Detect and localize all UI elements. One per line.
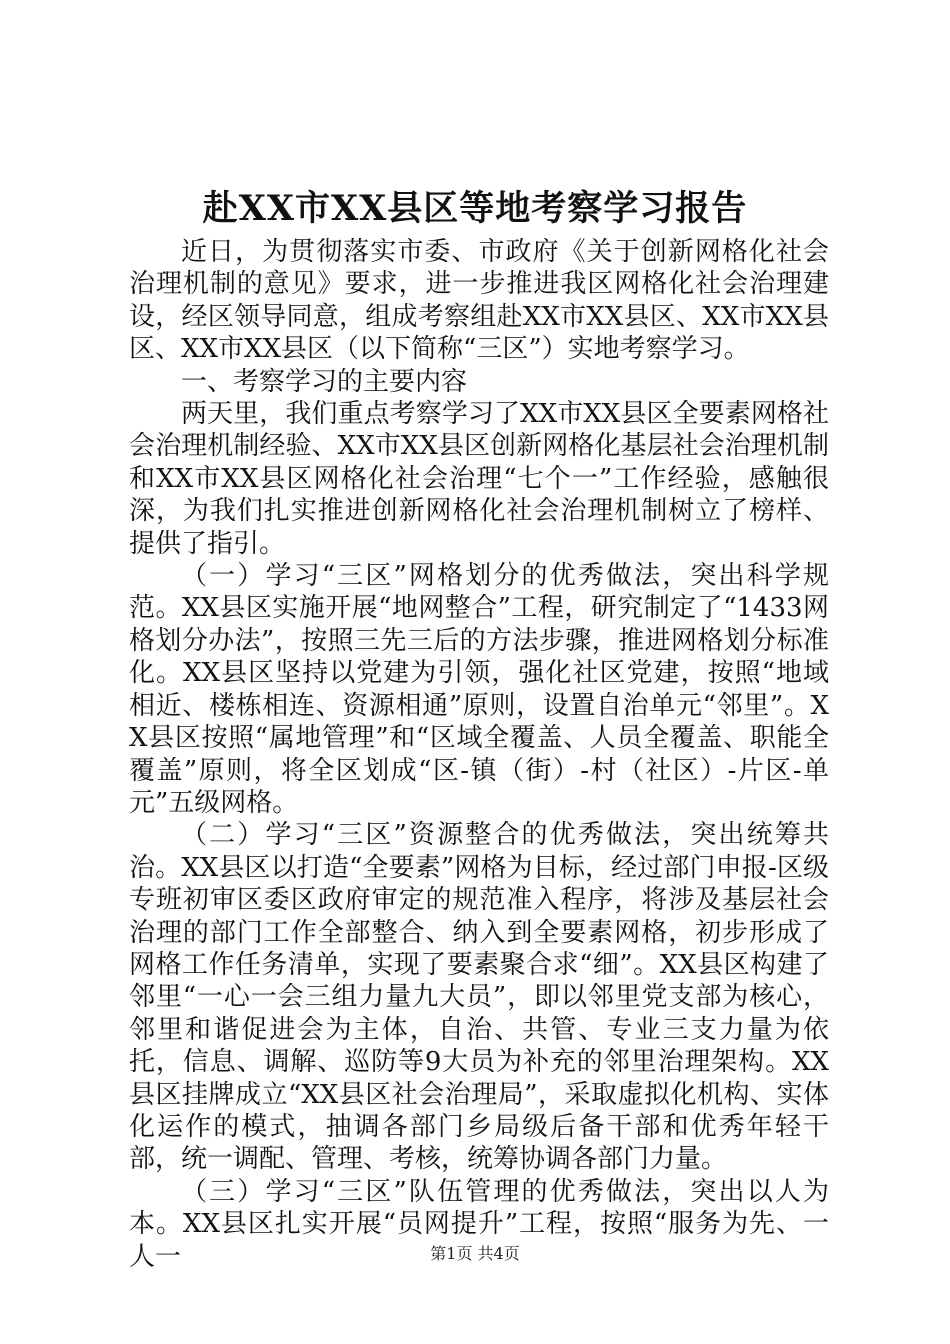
- page-footer: 第1页 共4页: [430, 1244, 520, 1263]
- team-management-paragraph: （三）学习“三区”队伍管理的优秀做法，突出以人为本。XX县区扎实开展“员网提升”工程，按照“服务为先、一人一: [129, 1176, 829, 1272]
- document-title: 赴XX市XX县区等地考察学习报告: [202, 188, 748, 229]
- overview-paragraph: 两天里，我们重点考察学习了XX市XX县区全要素网格社会治理机制经验、XX市XX县区创新网格化基层社会治理机制和XX市XX县区网格化社会治理“七个一”工作经验，感触很深，为我们扎实推进创新网格化社会治理机制树立了榜样、提供了指引。: [129, 399, 829, 559]
- document-body: [129, 236, 829, 1273]
- section-heading: 一、考察学习的主要内容: [181, 366, 468, 397]
- grid-division-paragraph: （一）学习“三区”网格划分的优秀做法，突出科学规范。XX县区实施开展“地网整合”工程，研究制定了“1433网格划分办法”，按照三先三后的方法步骤，推进网格划分标准化。XX县区坚持以党建为引领，强化社区党建，按照“地域相近、楼栋相连、资源相通”原则，设置自治单元“邻里”。XX县区按照“属地管理”和“区域全覆盖、人员全覆盖、职能全覆盖”原则，将全区划成“区-镇（街）-村（社区）-片区-单元”五级网格。: [129, 561, 829, 818]
- resource-integration-paragraph: （二）学习“三区”资源整合的优秀做法，突出统筹共治。XX县区以打造“全要素”网格为目标，经过部门申报-区级专班初审区委区政府审定的规范准入程序，将涉及基层社会治理的部门工作全部整合、纳入到全要素网格，初步形成了网格工作任务清单，实现了要素聚合求“细”。XX县区构建了邻里“一心一会三组力量九大员”，即以邻里党支部为核心，邻里和谐促进会为主体，自治、共管、专业三支力量为依托，信息、调解、巡防等9大员为补充的邻里治理架构。XX县区挂牌成立“XX县区社会治理局”，采取虚拟化机构、实体化运作的模式，抽调各部门乡局级后备干部和优秀年轻干部，统一调配、管理、考核，统筹协调各部门力量。: [129, 820, 829, 1175]
- intro-paragraph: 近日，为贯彻落实市委、市政府《关于创新网格化社会治理机制的意见》要求，进一步推进我区网格化社会治理建设，经区领导同意，组成考察组赴XX市XX县区、XX市XX县区、XX市XX县区（以下简称“三区”）实地考察学习。: [129, 237, 829, 365]
